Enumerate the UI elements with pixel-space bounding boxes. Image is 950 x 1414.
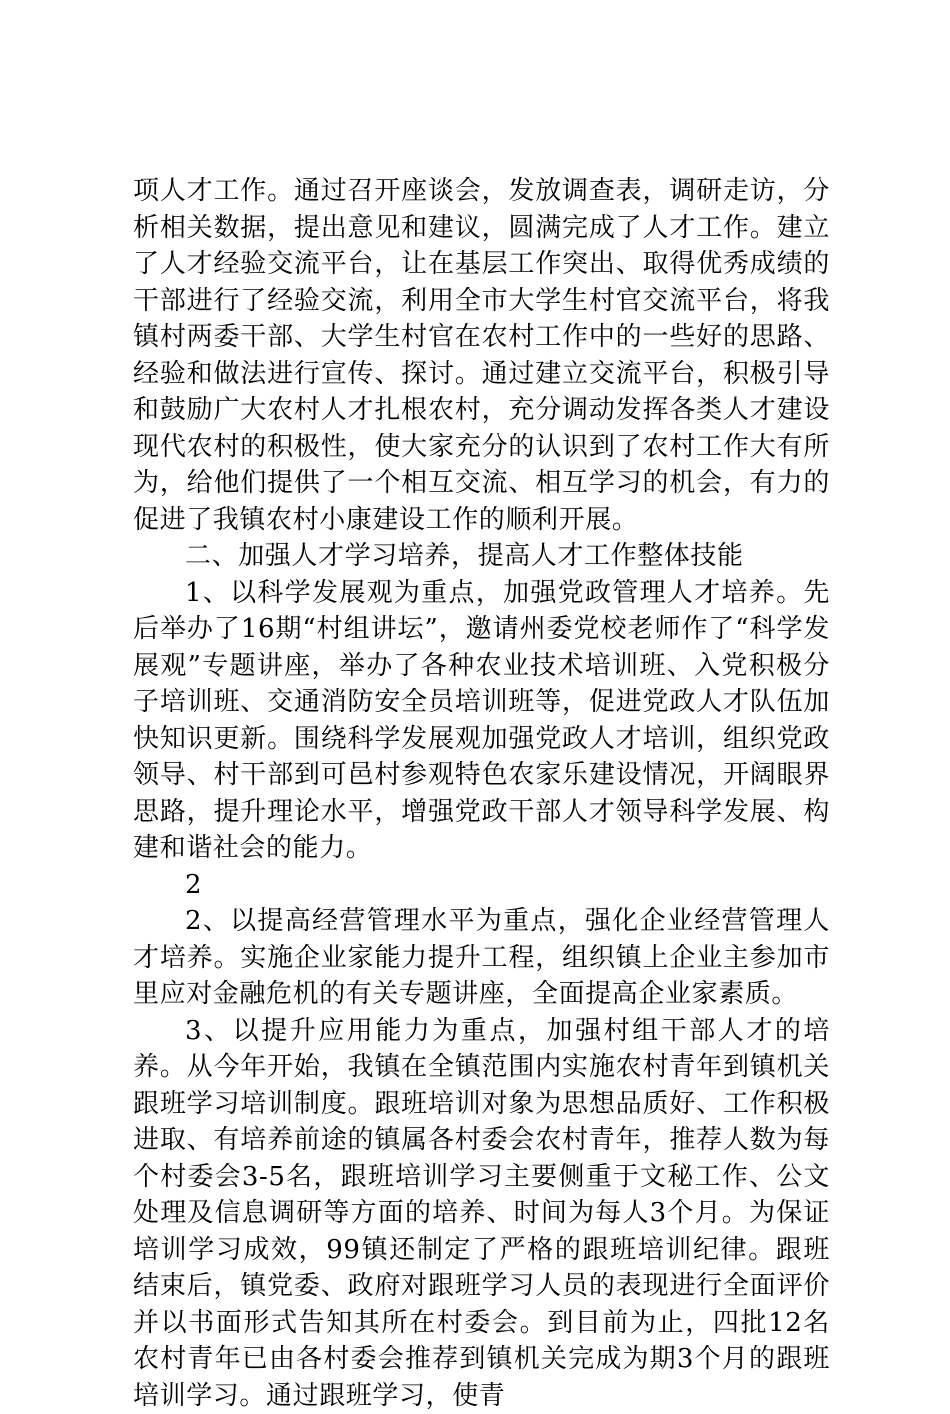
body-paragraph: 项人才工作。通过召开座谈会，发放调查表，调研走访，分析相关数据，提出意见和建议，圆满完成了人才工作。建立了人才经验交流平台，让在基层工作突出、取得优秀成绩的干部进行了经验交流，利用全市大学生村官交流平台，将我镇村两委干部、大学生村官在农村工作中的一些好的思路、经验和做法进行宣传、探讨。通过建立交流平台，积极引导和鼓励广大农村人才扎根农村，充分调动发挥各类人才建设现代农村的积极性，使大家充分的认识到了农村工作大有所为，给他们提供了一个相互交流、相互学习的机会，有力的促进了我镇农村小康建设工作的顺利开展。: [133, 173, 830, 538]
body-paragraph: 3、以提升应用能力为重点，加强村组干部人才的培养。从今年开始，我镇在全镇范围内实施农村青年到镇机关跟班学习培训制度。跟班培训对象为思想品质好、工作积极进取、有培养前途的镇属各村委会农村青年，推荐人数为每个村委会3-5名，跟班培训学习主要侧重于文秘工作、公文处理及信息调研等方面的培养、时间为每人3个月。为保证培训学习成效，99镇还制定了严格的跟班培训纪律。跟班结束后，镇党委、政府对跟班学习人员的表现进行全面评价并以书面形式告知其所在村委会。到目前为止，四批12名农村青年已由各村委会推荐到镇机关完成为期3个月的跟班培训学习。通过跟班学习，使青: [133, 1013, 830, 1414]
page-number: 2: [133, 867, 830, 904]
document-page: [133, 173, 830, 1414]
body-paragraph: 2、以提高经营管理水平为重点，强化企业经营管理人才培养。实施企业家能力提升工程，组织镇上企业主参加市里应对金融危机的有关专题讲座，全面提高企业家素质。: [133, 903, 830, 1013]
section-heading: 二、加强人才学习培养，提高人才工作整体技能: [133, 538, 830, 575]
body-paragraph: 1、以科学发展观为重点，加强党政管理人才培养。先后举办了16期“村组讲坛”，邀请州委党校老师作了“科学发展观”专题讲座，举办了各种农业技术培训班、入党积极分子培训班、交通消防安全员培训班等，促进党政人才队伍加快知识更新。围绕科学发展观加强党政人才培训，组织党政领导、村干部到可邑村参观特色农家乐建设情况，开阔眼界思路，提升理论水平，增强党政干部人才领导科学发展、构建和谐社会的能力。: [133, 575, 830, 867]
